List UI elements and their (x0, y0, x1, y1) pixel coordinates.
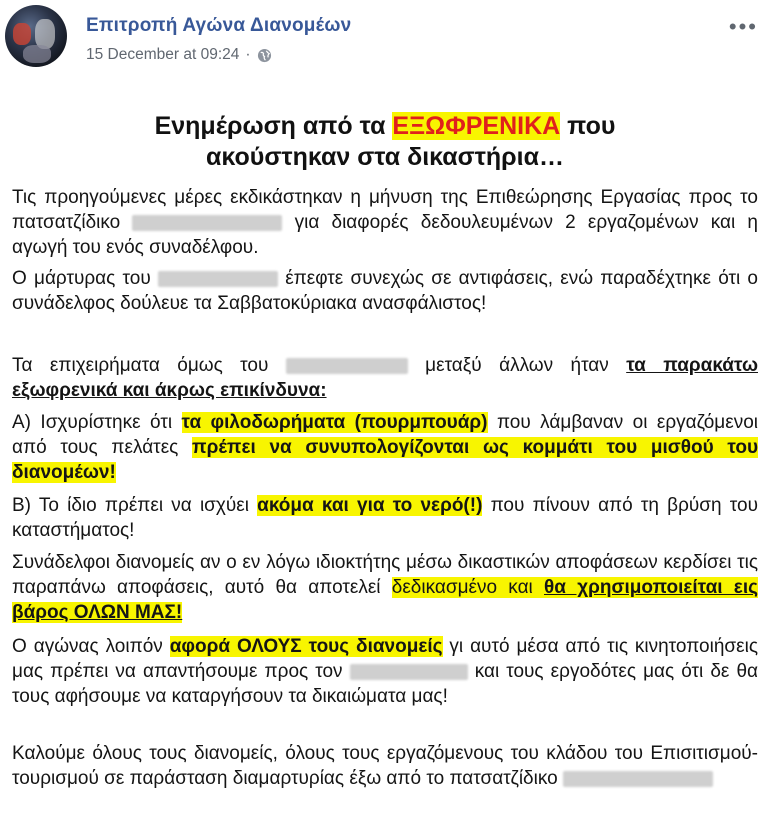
p4-text-a: Α) Ισχυρίστηκε ότι (12, 412, 182, 433)
paragraph-1 (12, 185, 758, 260)
meta-separator: · (245, 46, 251, 63)
p7-text-a: Ο αγώνας λοιπόν (12, 636, 170, 657)
poster-title-line1 (0, 112, 770, 141)
paragraph-2 (12, 266, 758, 316)
title-highlight: ΕΞΩΦΡΕΝΙΚΑ (392, 112, 561, 140)
title-text-end: που (560, 112, 616, 140)
p6-text-a: Συνάδελφοι διανομείς αν ο εν λόγω ιδιοκτήτης μέσω δικαστικών αποφάσεων κερδίσει τις παραπάνω αποφάσεις, αυτό θα αποτελεί (12, 552, 758, 598)
post-image[interactable] (0, 88, 770, 824)
paragraph-5 (12, 493, 758, 543)
globe-icon[interactable] (257, 48, 272, 63)
p3-text-a: Τα επιχειρήματα όμως του (12, 355, 286, 376)
p8-text-a: Καλούμε όλους τους διανομείς, όλους τους εργαζόμενους του κλάδου του Επισιτισμού-τουρισμού σε παράσταση διαμαρτυρίας έξω από το πατσατζίδικο (12, 743, 758, 789)
post-timestamp[interactable]: 15 December at 09:24 (86, 46, 240, 63)
p6-highlight-against-all: θα χρησιμοποιείται εις βάρος ΟΛΩΝ ΜΑΣ! (12, 577, 758, 623)
post-meta (86, 46, 272, 64)
p1-text-a: Τις προηγούμενες μέρες εκδικάστηκαν η μήνυση της Επιθεώρησης Εργασίας προς το πατσατζίδικο (12, 187, 758, 233)
page-avatar[interactable] (5, 5, 67, 67)
redacted-name (132, 215, 282, 231)
paragraph-4 (12, 410, 758, 485)
p7-text-c: γι αυτό μέσα από τις κινητοποιήσεις μας πρέπει να απαντήσουμε προς τον (12, 636, 758, 682)
p7-text-d: και τους εργοδότες μας ότι δε θα τους αφήσουμε να καταργήσουν τα δικαιώματα μας! (12, 661, 759, 707)
paragraph-6 (12, 550, 758, 625)
redacted-name (563, 771, 713, 787)
more-dots-icon[interactable]: ••• (728, 14, 758, 39)
p1-text-b: για διαφορές δεδουλευμένων 2 εργαζομένων και η αγωγή του ενός συναδέλφου. (12, 212, 758, 258)
p6-highlight-precedent: δεδικασμένο και (391, 577, 545, 598)
paragraph-8 (12, 741, 758, 791)
redacted-name (286, 358, 408, 374)
p4-highlight-tips: τα φιλοδωρήματα (πουρμπουάρ) (181, 412, 488, 433)
p5-highlight-water: ακόμα και για το νερό(!) (257, 495, 483, 516)
p2-text-b: έπεφτε συνεχώς σε αντιφάσεις, ενώ παραδέχτηκε ότι ο συνάδελφος δούλευε τα Σαββατοκύριακα ανασφάλιστος! (12, 268, 759, 314)
paragraph-3 (12, 353, 758, 403)
title-text: Ενημέρωση από τα (154, 112, 393, 140)
p3-emphasis: τα παρακάτω εξωφρενικά και άκρως επικίνδυνα: (12, 355, 758, 401)
post-header (0, 0, 770, 88)
p4-text-c: που λάμβαναν οι εργαζόμενοι από τους πελάτες (12, 412, 759, 458)
p3-text-b: μεταξύ άλλων ήταν (407, 355, 627, 376)
page-name-link[interactable]: Επιτροπή Αγώνα Διανομέων (86, 15, 352, 36)
paragraph-7 (12, 634, 758, 709)
p7-highlight-all: αφορά ΟΛΟΥΣ τους διανομείς (169, 636, 443, 657)
poster-title-line2: ακούστηκαν στα δικαστήρια… (206, 143, 564, 171)
p4-highlight-salary: πρέπει να συνυπολογίζονται ως κομμάτι του μισθού του διανομέων! (12, 437, 758, 483)
p5-text-a: Β) Το ίδιο πρέπει να ισχύει (12, 495, 258, 516)
redacted-name (350, 664, 468, 680)
p5-text-c: που πίνουν από τη βρύση του καταστήματος! (12, 495, 758, 541)
redacted-name (158, 271, 278, 287)
p2-text-a: Ο μάρτυρας του (12, 268, 158, 289)
